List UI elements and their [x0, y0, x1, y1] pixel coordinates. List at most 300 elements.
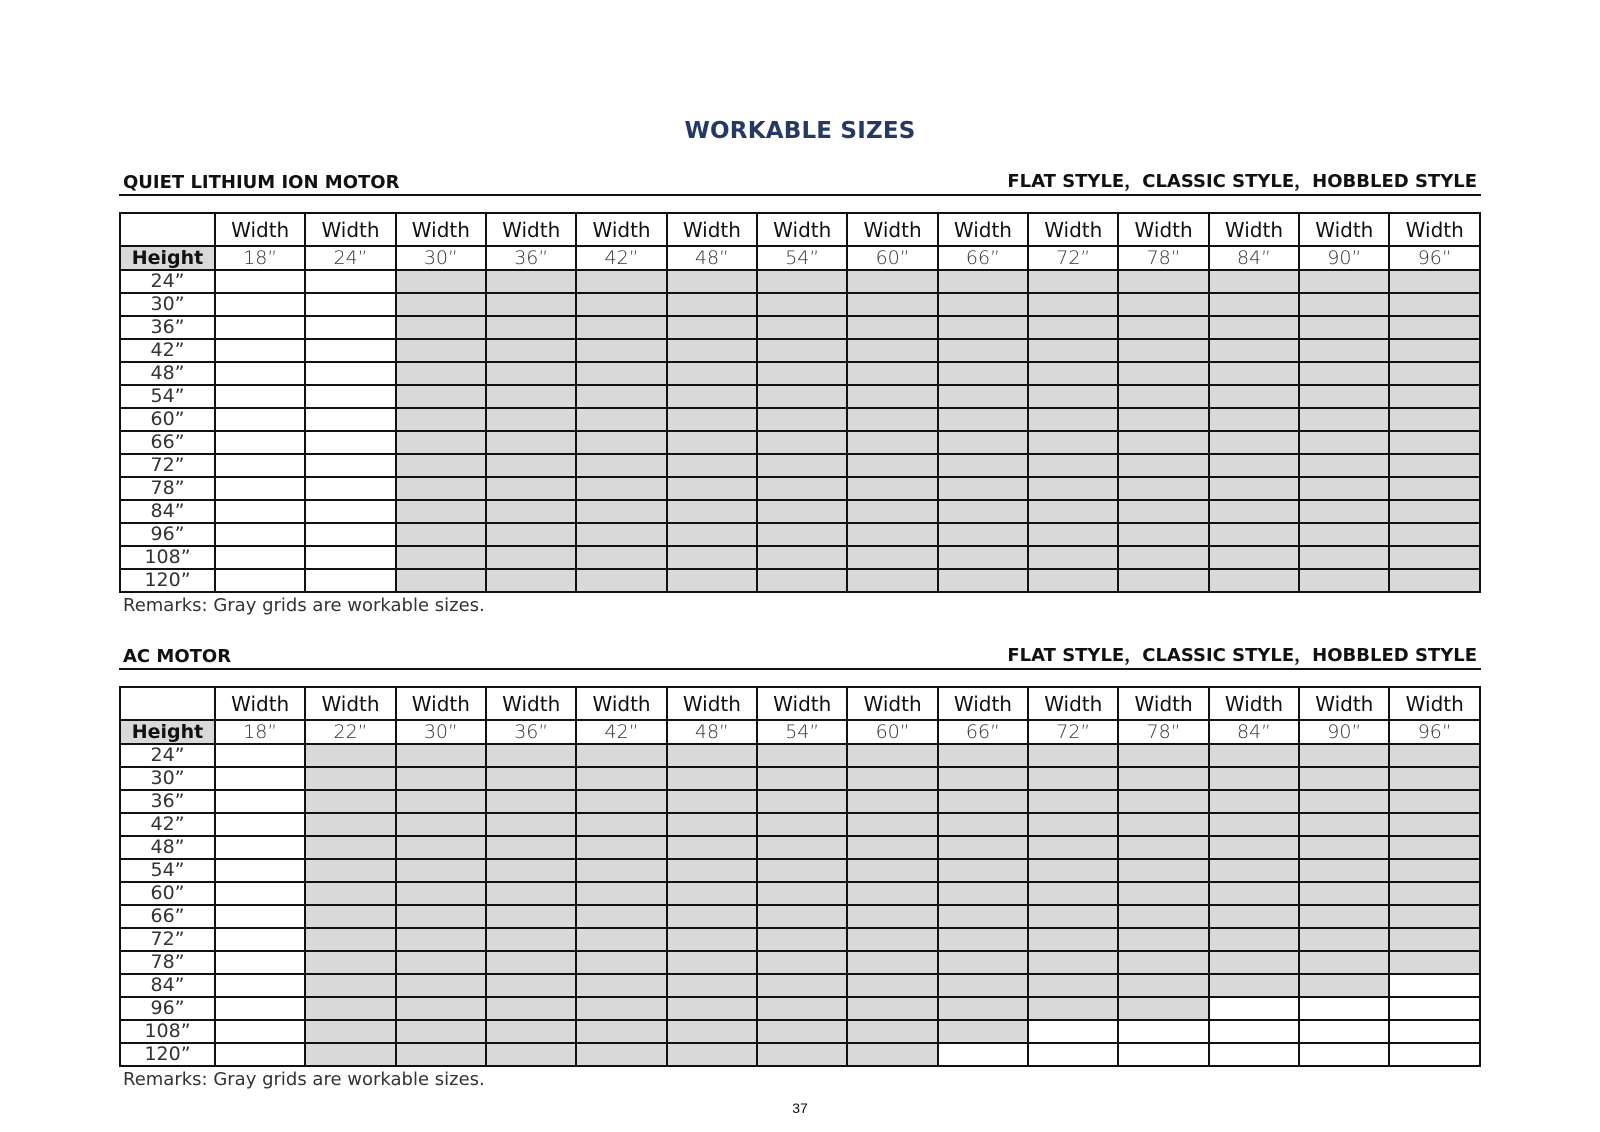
workable-cell: [847, 385, 937, 408]
workable-cell: [757, 385, 847, 408]
workable-cell: [486, 951, 576, 974]
workable-cell: [576, 859, 666, 882]
workable-cell: [576, 523, 666, 546]
workable-cell: [1209, 905, 1299, 928]
workable-cell: [1209, 859, 1299, 882]
height-size-cell: 66”: [120, 431, 215, 454]
height-size-cell: 24”: [120, 744, 215, 767]
workable-cell: [847, 859, 937, 882]
workable-cell: [486, 905, 576, 928]
workable-cell: [1299, 928, 1389, 951]
height-size-cell: 84”: [120, 500, 215, 523]
workable-cell: [576, 790, 666, 813]
width-size-cell: 60”: [847, 720, 937, 744]
non-workable-cell: [305, 500, 395, 523]
workable-cell: [486, 523, 576, 546]
workable-cell: [305, 905, 395, 928]
workable-cell: [667, 1043, 757, 1066]
workable-cell: [667, 836, 757, 859]
width-size-row: [120, 246, 1480, 270]
workable-cell: [847, 569, 937, 592]
workable-cell: [667, 813, 757, 836]
width-size-cell: 36”: [486, 720, 576, 744]
workable-cell: [486, 836, 576, 859]
non-workable-cell: [1389, 1043, 1480, 1066]
width-header-cell: Width: [757, 213, 847, 246]
table-row: [120, 477, 1480, 500]
workable-cell: [1028, 500, 1118, 523]
workable-cell: [1118, 385, 1208, 408]
workable-cell: [847, 790, 937, 813]
workable-cell: [1389, 767, 1480, 790]
workable-cell: [396, 928, 486, 951]
workable-cell: [1118, 270, 1208, 293]
workable-cell: [847, 477, 937, 500]
workable-cell: [576, 836, 666, 859]
workable-cell: [1389, 836, 1480, 859]
workable-cell: [1028, 316, 1118, 339]
workable-cell: [1299, 974, 1389, 997]
workable-cell: [486, 859, 576, 882]
workable-cell: [1299, 744, 1389, 767]
workable-cell: [938, 813, 1028, 836]
height-size-cell: 42”: [120, 813, 215, 836]
table-row: [120, 454, 1480, 477]
width-size-cell: 96”: [1389, 720, 1480, 744]
non-workable-cell: [305, 385, 395, 408]
workable-cell: [667, 905, 757, 928]
width-header-cell: Width: [576, 687, 666, 720]
non-workable-cell: [215, 813, 305, 836]
workable-cell: [1389, 385, 1480, 408]
workable-cell: [1118, 790, 1208, 813]
workable-cell: [1209, 477, 1299, 500]
workable-cell: [1389, 859, 1480, 882]
workable-cell: [486, 974, 576, 997]
workable-cell: [938, 928, 1028, 951]
workable-cell: [305, 974, 395, 997]
workable-cell: [1209, 523, 1299, 546]
workable-cell: [1209, 951, 1299, 974]
workable-cell: [486, 882, 576, 905]
workable-cell: [757, 316, 847, 339]
workable-cell: [305, 859, 395, 882]
workable-cell: [1209, 836, 1299, 859]
workable-cell: [847, 974, 937, 997]
workable-cell: [1389, 523, 1480, 546]
non-workable-cell: [1209, 1043, 1299, 1066]
non-workable-cell: [1209, 997, 1299, 1020]
section-header: [119, 642, 1481, 670]
workable-cell: [938, 339, 1028, 362]
workable-cell: [1299, 293, 1389, 316]
workable-cell: [847, 928, 937, 951]
workable-cell: [486, 270, 576, 293]
workable-cell: [576, 1043, 666, 1066]
workable-cell: [667, 546, 757, 569]
workable-cell: [1389, 431, 1480, 454]
workable-cell: [847, 339, 937, 362]
workable-cell: [486, 1043, 576, 1066]
non-workable-cell: [215, 569, 305, 592]
workable-cell: [938, 951, 1028, 974]
workable-cell: [396, 1043, 486, 1066]
width-header-cell: Width: [1028, 213, 1118, 246]
width-header-cell: Width: [215, 687, 305, 720]
workable-cell: [1118, 477, 1208, 500]
remarks-note: Remarks: Gray grids are workable sizes.: [123, 1069, 485, 1090]
workable-cell: [667, 270, 757, 293]
workable-cell: [305, 767, 395, 790]
height-size-cell: 60”: [120, 408, 215, 431]
width-size-cell: 84”: [1209, 720, 1299, 744]
workable-cell: [396, 997, 486, 1020]
width-header-cell: Width: [1209, 687, 1299, 720]
width-size-cell: 60”: [847, 246, 937, 270]
workable-cell: [667, 293, 757, 316]
non-workable-cell: [305, 316, 395, 339]
workable-cell: [1209, 928, 1299, 951]
non-workable-cell: [215, 951, 305, 974]
workable-cell: [1389, 270, 1480, 293]
table-row: [120, 928, 1480, 951]
workable-cell: [486, 293, 576, 316]
workable-cell: [1118, 316, 1208, 339]
table-row: [120, 859, 1480, 882]
workable-cell: [757, 790, 847, 813]
workable-cell: [486, 546, 576, 569]
non-workable-cell: [215, 836, 305, 859]
width-size-cell: 30”: [396, 246, 486, 270]
workable-cell: [667, 928, 757, 951]
non-workable-cell: [305, 477, 395, 500]
table-row: [120, 882, 1480, 905]
workable-cell: [667, 859, 757, 882]
workable-cell: [1209, 974, 1299, 997]
workable-cell: [667, 477, 757, 500]
workable-cell: [757, 951, 847, 974]
table-row: [120, 339, 1480, 362]
workable-cell: [1299, 767, 1389, 790]
width-header-cell: Width: [938, 687, 1028, 720]
workable-cell: [305, 1043, 395, 1066]
width-size-row: [120, 720, 1480, 744]
non-workable-cell: [305, 270, 395, 293]
workable-cell: [757, 546, 847, 569]
workable-cell: [1118, 813, 1208, 836]
width-size-cell: 22”: [305, 720, 395, 744]
height-size-cell: 24”: [120, 270, 215, 293]
lithium-motor-section: [119, 168, 1481, 616]
workable-cell: [1028, 905, 1118, 928]
non-workable-cell: [215, 523, 305, 546]
workable-cell: [938, 859, 1028, 882]
workable-cell: [576, 974, 666, 997]
workable-cell: [1389, 790, 1480, 813]
non-workable-cell: [1118, 1020, 1208, 1043]
workable-cell: [847, 316, 937, 339]
workable-cell: [847, 882, 937, 905]
workable-cell: [938, 744, 1028, 767]
workable-cell: [1299, 813, 1389, 836]
workable-cell: [847, 408, 937, 431]
non-workable-cell: [1209, 1020, 1299, 1043]
corner-cell: [120, 213, 215, 246]
workable-cell: [1389, 316, 1480, 339]
workable-cell: [757, 882, 847, 905]
workable-cell: [1028, 951, 1118, 974]
non-workable-cell: [215, 477, 305, 500]
workable-cell: [757, 270, 847, 293]
workable-cell: [757, 928, 847, 951]
workable-cell: [1118, 974, 1208, 997]
table-row: [120, 744, 1480, 767]
workable-cell: [1389, 744, 1480, 767]
non-workable-cell: [1299, 997, 1389, 1020]
workable-cell: [667, 951, 757, 974]
workable-cell: [1389, 339, 1480, 362]
non-workable-cell: [305, 523, 395, 546]
workable-cell: [305, 744, 395, 767]
height-size-cell: 30”: [120, 767, 215, 790]
workable-cell: [576, 882, 666, 905]
width-header-cell: Width: [1209, 213, 1299, 246]
workable-cell: [1299, 500, 1389, 523]
workable-cell: [847, 454, 937, 477]
workable-cell: [1028, 790, 1118, 813]
workable-cell: [1209, 385, 1299, 408]
workable-cell: [1118, 905, 1208, 928]
height-size-cell: 36”: [120, 790, 215, 813]
workable-cell: [576, 744, 666, 767]
workable-cell: [576, 1020, 666, 1043]
height-size-cell: 54”: [120, 385, 215, 408]
table-row: [120, 951, 1480, 974]
table-row: [120, 270, 1480, 293]
workable-cell: [486, 997, 576, 1020]
workable-cell: [305, 951, 395, 974]
workable-cell: [576, 905, 666, 928]
workable-cell: [757, 362, 847, 385]
workable-cell: [847, 905, 937, 928]
workable-sizes-table: [119, 212, 1481, 593]
table-row: [120, 523, 1480, 546]
workable-cell: [396, 316, 486, 339]
width-header-cell: Width: [576, 213, 666, 246]
workable-cell: [1209, 316, 1299, 339]
workable-cell: [576, 293, 666, 316]
non-workable-cell: [305, 569, 395, 592]
workable-cell: [396, 882, 486, 905]
workable-cell: [1209, 339, 1299, 362]
width-header-cell: Width: [1389, 687, 1480, 720]
workable-cell: [1389, 905, 1480, 928]
workable-cell: [1299, 385, 1389, 408]
workable-cell: [757, 1043, 847, 1066]
workable-cell: [757, 500, 847, 523]
workable-cell: [1209, 813, 1299, 836]
width-size-cell: 48”: [667, 720, 757, 744]
workable-cell: [1118, 997, 1208, 1020]
workable-cell: [667, 744, 757, 767]
workable-cell: [1118, 500, 1208, 523]
workable-sizes-table: [119, 686, 1481, 1067]
width-size-cell: 66”: [938, 246, 1028, 270]
workable-cell: [1028, 882, 1118, 905]
width-header-cell: Width: [847, 213, 937, 246]
workable-cell: [667, 316, 757, 339]
workable-cell: [1028, 408, 1118, 431]
workable-cell: [1389, 477, 1480, 500]
non-workable-cell: [215, 767, 305, 790]
workable-cell: [847, 836, 937, 859]
workable-cell: [305, 997, 395, 1020]
workable-cell: [1299, 790, 1389, 813]
workable-cell: [1028, 339, 1118, 362]
workable-cell: [576, 408, 666, 431]
width-size-cell: 18”: [215, 246, 305, 270]
workable-cell: [1299, 270, 1389, 293]
workable-cell: [1299, 905, 1389, 928]
width-size-cell: 78”: [1118, 246, 1208, 270]
workable-cell: [1118, 951, 1208, 974]
workable-cell: [847, 744, 937, 767]
non-workable-cell: [215, 859, 305, 882]
workable-cell: [1118, 362, 1208, 385]
workable-cell: [667, 997, 757, 1020]
workable-cell: [757, 431, 847, 454]
non-workable-cell: [1389, 974, 1480, 997]
workable-cell: [305, 928, 395, 951]
workable-cell: [1389, 813, 1480, 836]
non-workable-cell: [215, 293, 305, 316]
workable-cell: [667, 339, 757, 362]
non-workable-cell: [305, 546, 395, 569]
table-row: [120, 790, 1480, 813]
workable-cell: [1118, 569, 1208, 592]
workable-cell: [1028, 859, 1118, 882]
width-header-cell: Width: [667, 213, 757, 246]
workable-cell: [757, 744, 847, 767]
non-workable-cell: [305, 408, 395, 431]
workable-cell: [667, 385, 757, 408]
non-workable-cell: [305, 293, 395, 316]
remarks-note: Remarks: Gray grids are workable sizes.: [123, 595, 485, 616]
non-workable-cell: [215, 882, 305, 905]
non-workable-cell: [215, 500, 305, 523]
workable-cell: [938, 431, 1028, 454]
workable-cell: [667, 523, 757, 546]
workable-cell: [576, 951, 666, 974]
workable-cell: [1118, 454, 1208, 477]
height-size-cell: 72”: [120, 454, 215, 477]
non-workable-cell: [215, 431, 305, 454]
workable-cell: [938, 523, 1028, 546]
workable-cell: [576, 997, 666, 1020]
workable-cell: [1389, 454, 1480, 477]
height-size-cell: 30”: [120, 293, 215, 316]
workable-cell: [486, 1020, 576, 1043]
height-size-cell: 84”: [120, 974, 215, 997]
workable-cell: [486, 408, 576, 431]
non-workable-cell: [1028, 1020, 1118, 1043]
workable-cell: [757, 813, 847, 836]
style-list-label: FLAT STYLE，CLASSIC STYLE，HOBBLED STYLE: [1007, 645, 1477, 666]
workable-cell: [847, 1043, 937, 1066]
workable-cell: [1209, 408, 1299, 431]
non-workable-cell: [305, 454, 395, 477]
width-size-cell: 72”: [1028, 246, 1118, 270]
width-header-cell: Width: [757, 687, 847, 720]
width-header-cell: Width: [667, 687, 757, 720]
workable-cell: [847, 546, 937, 569]
non-workable-cell: [215, 362, 305, 385]
non-workable-cell: [215, 316, 305, 339]
workable-cell: [396, 859, 486, 882]
style-list-label: FLAT STYLE，CLASSIC STYLE，HOBBLED STYLE: [1007, 171, 1477, 192]
workable-cell: [1028, 928, 1118, 951]
workable-cell: [847, 1020, 937, 1043]
width-size-cell: 72”: [1028, 720, 1118, 744]
workable-cell: [576, 339, 666, 362]
motor-type-label: QUIET LITHIUM ION MOTOR: [123, 172, 400, 193]
width-header-cell: Width: [305, 213, 395, 246]
workable-cell: [847, 951, 937, 974]
workable-cell: [757, 859, 847, 882]
height-size-cell: 60”: [120, 882, 215, 905]
height-size-cell: 96”: [120, 523, 215, 546]
height-size-cell: 108”: [120, 546, 215, 569]
workable-cell: [1389, 293, 1480, 316]
workable-cell: [847, 431, 937, 454]
workable-cell: [938, 316, 1028, 339]
ac-motor-section: [119, 642, 1481, 1090]
workable-cell: [1028, 997, 1118, 1020]
workable-cell: [1028, 767, 1118, 790]
workable-cell: [938, 767, 1028, 790]
workable-cell: [1299, 569, 1389, 592]
workable-cell: [757, 569, 847, 592]
workable-cell: [1118, 744, 1208, 767]
workable-cell: [938, 836, 1028, 859]
workable-cell: [1028, 454, 1118, 477]
workable-cell: [576, 813, 666, 836]
workable-cell: [847, 362, 937, 385]
motor-type-label: AC MOTOR: [123, 646, 232, 667]
workable-cell: [757, 339, 847, 362]
workable-cell: [847, 293, 937, 316]
workable-cell: [757, 767, 847, 790]
workable-cell: [1299, 408, 1389, 431]
workable-cell: [1028, 270, 1118, 293]
height-size-cell: 66”: [120, 905, 215, 928]
workable-cell: [396, 293, 486, 316]
workable-cell: [1118, 339, 1208, 362]
workable-cell: [667, 1020, 757, 1043]
height-size-cell: 120”: [120, 569, 215, 592]
width-header-cell: Width: [847, 687, 937, 720]
workable-cell: [757, 974, 847, 997]
workable-cell: [1299, 339, 1389, 362]
table-row: [120, 997, 1480, 1020]
workable-cell: [1118, 293, 1208, 316]
workable-cell: [486, 362, 576, 385]
workable-cell: [396, 790, 486, 813]
workable-cell: [1299, 477, 1389, 500]
workable-cell: [396, 546, 486, 569]
workable-cell: [1209, 767, 1299, 790]
workable-cell: [396, 951, 486, 974]
